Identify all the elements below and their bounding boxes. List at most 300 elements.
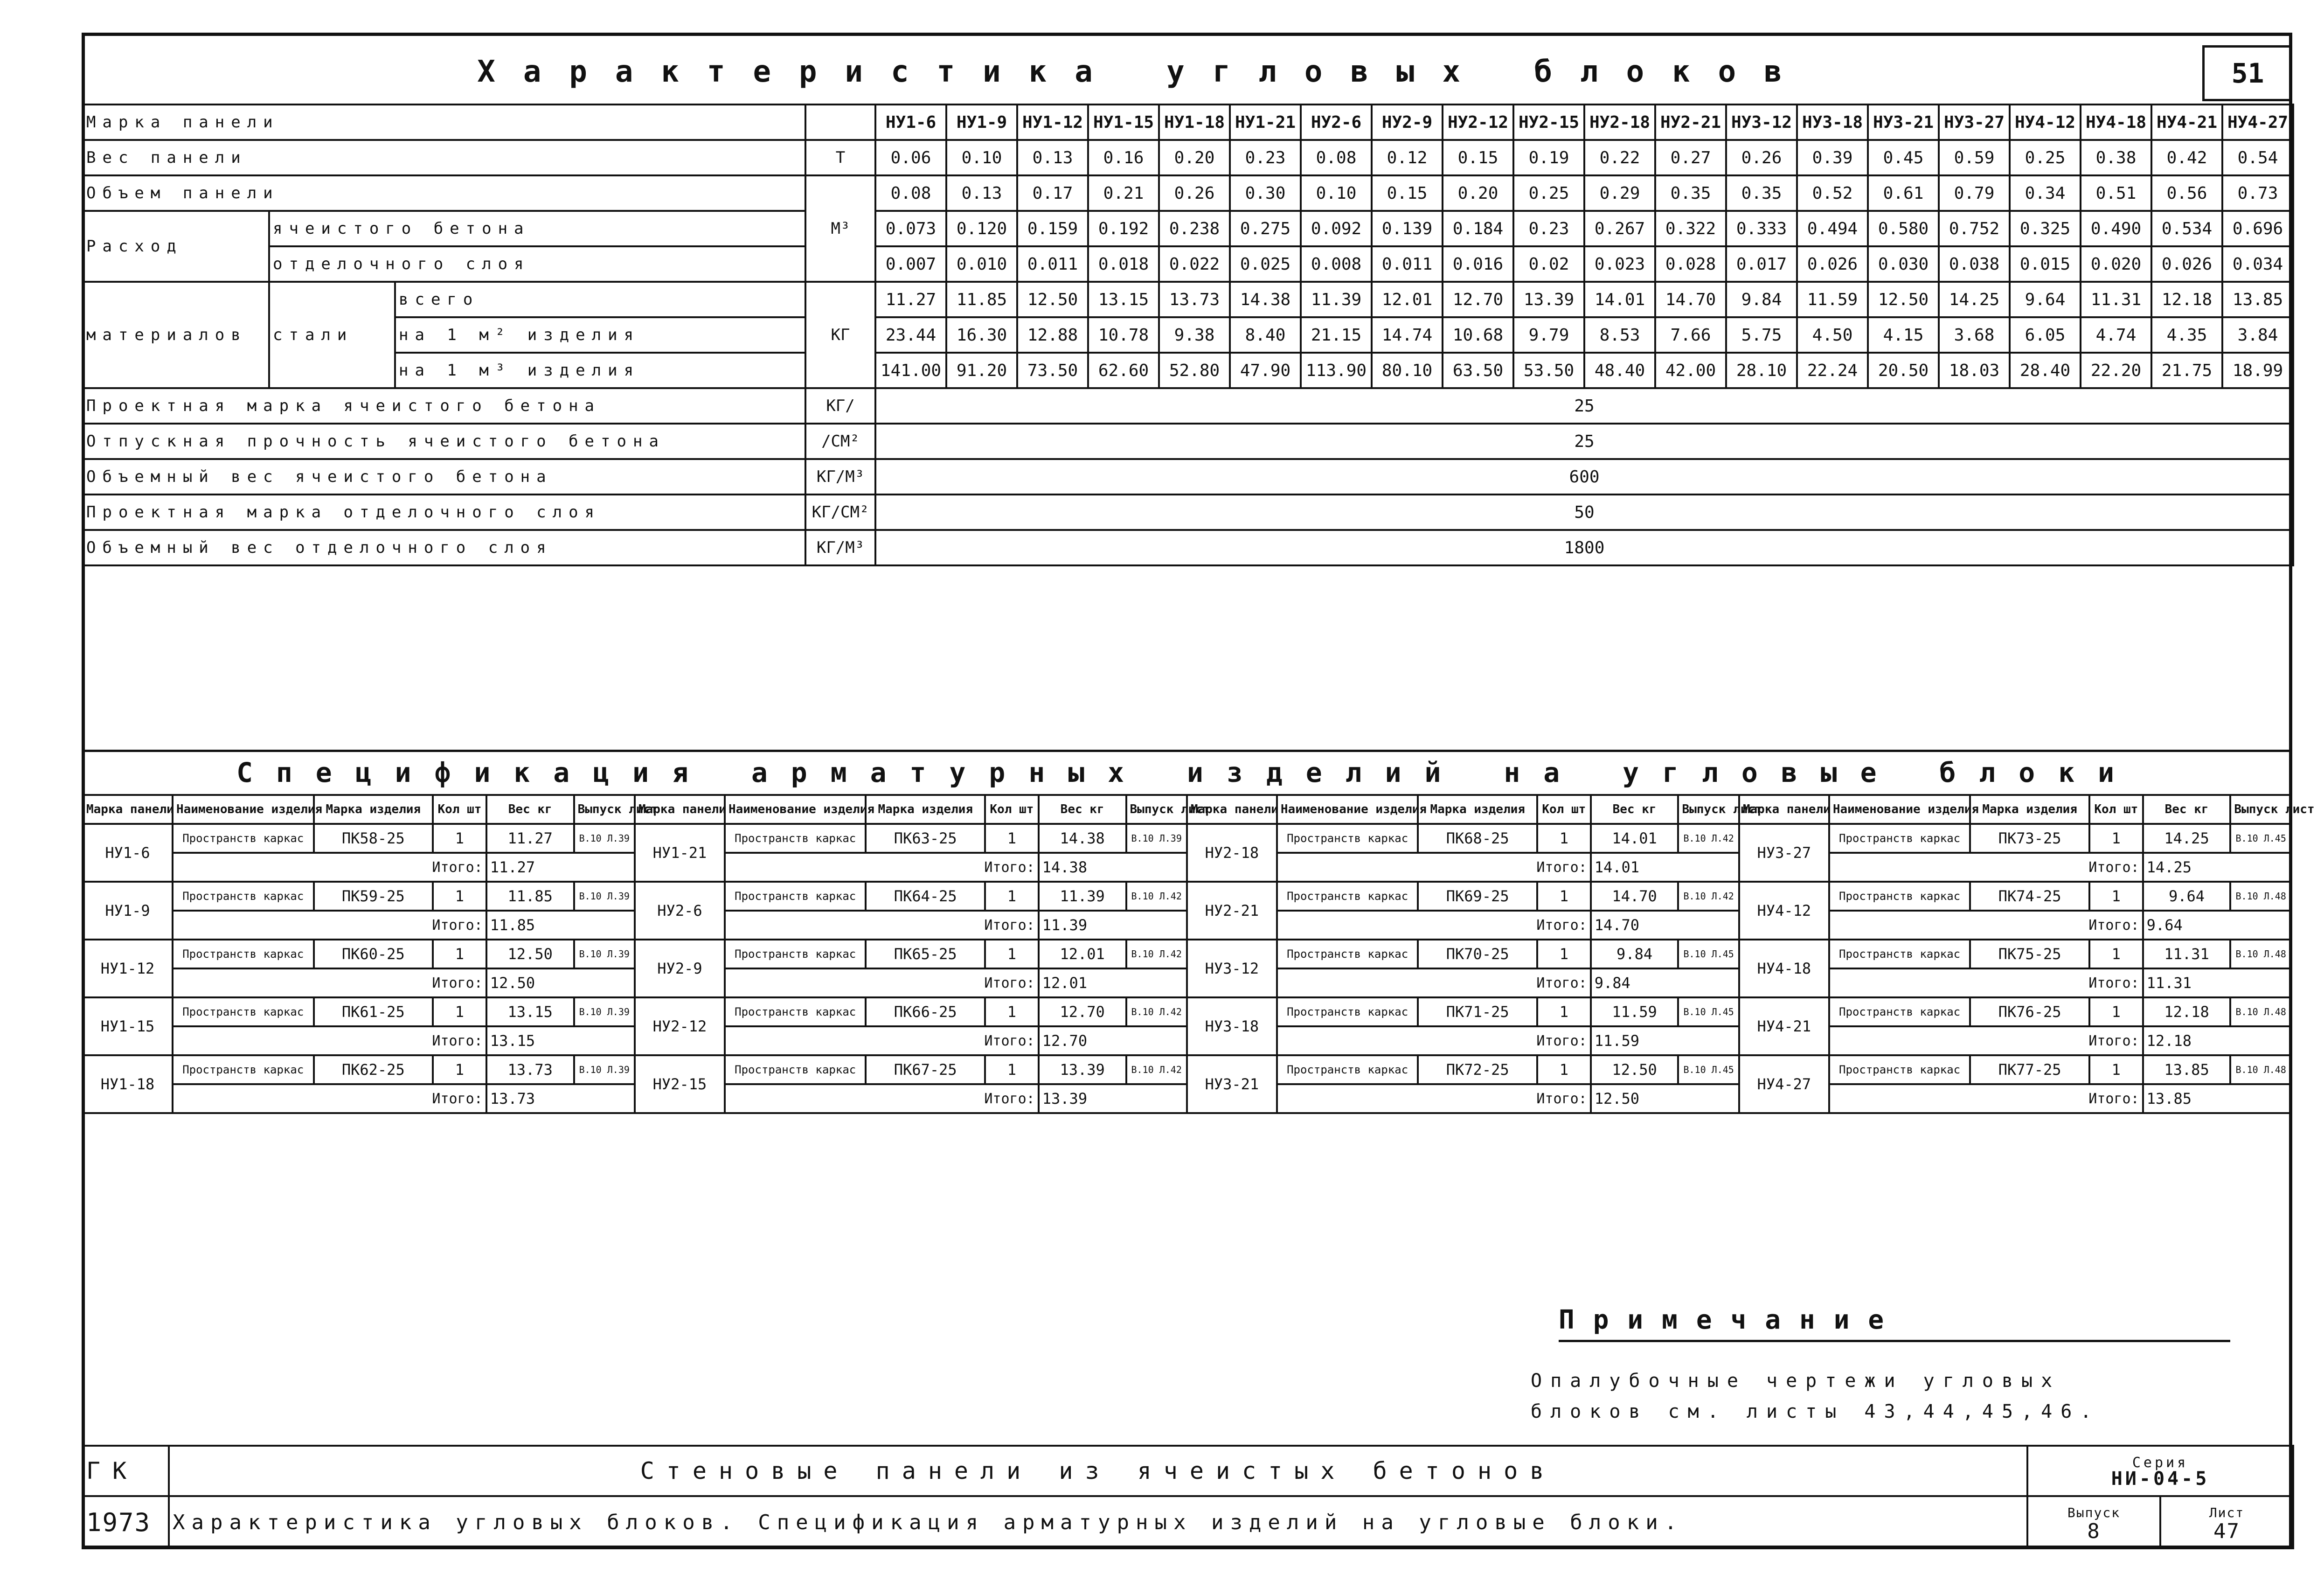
spec-item-mark: ПК64-25 [866,882,985,911]
value-volume: 0.10 [1301,175,1372,211]
value-finishing: 0.028 [1655,246,1726,282]
value-steel-total: 12.50 [1868,282,1939,317]
issue-label: Выпуск [2067,1505,2121,1520]
series-box [2027,1446,2293,1496]
value-steel-total: 13.73 [1159,282,1230,317]
spec-panel-mark: НУ2-18 [1187,824,1277,882]
spec-item-mark: ПК66-25 [866,997,985,1026]
value-steel-m3: 73.50 [1017,353,1088,388]
value-cellular: 0.490 [2081,211,2151,246]
value-steel-m2: 4.74 [2081,317,2151,353]
value-weight: 0.19 [1513,140,1584,175]
spec-weight: 12.18 [2143,997,2231,1026]
value-volume: 0.35 [1726,175,1797,211]
spec-header-weight: Вес кг [486,795,574,824]
value-finishing: 0.023 [1584,246,1655,282]
row-weight-label: Вес панели [83,140,805,175]
title-block-main-title: Стеновые панели из ячеистых бетонов [169,1446,2027,1496]
spec-item-name: Пространств каркас [1277,824,1418,853]
value-cellular: 0.238 [1159,211,1230,246]
panel-mark-header: НУ4-27 [2222,104,2293,140]
panel-mark-header: НУ1-18 [1159,104,1230,140]
spec-qty: 1 [985,1055,1039,1084]
value-weight: 0.54 [2222,140,2293,175]
spec-qty: 1 [985,997,1039,1026]
value-steel-m2: 7.66 [1655,317,1726,353]
extra-row-0-label: Проектная марка ячеистого бетона [83,388,805,424]
value-weight: 0.26 [1726,140,1797,175]
row-weight-unit: Т [805,140,875,175]
value-weight: 0.12 [1372,140,1443,175]
panel-mark-header: НУ2-21 [1655,104,1726,140]
value-weight: 0.06 [875,140,946,175]
spec-weight: 11.27 [486,824,574,853]
extra-row-3-value: 50 [875,494,2293,530]
value-weight: 0.38 [2081,140,2151,175]
title-specification: Спецификация арматурных изделий на угловые блоки [236,757,2138,788]
spec-header-weight: Вес кг [2143,795,2231,824]
spec-ref: В.10 Л.45 [2230,824,2291,853]
note-line-1: Опалубочные чертежи угловых [1531,1370,2061,1392]
spec-panel-mark: НУ1-15 [83,997,173,1055]
spec-itogo-value: 14.25 [2143,853,2291,882]
title-characteristics: Характеристика угловых блоков [477,55,1810,89]
value-cellular: 0.092 [1301,211,1372,246]
issue-box [2027,1496,2160,1548]
page-number [2202,45,2291,101]
spec-item-mark: ПК59-25 [314,882,433,911]
value-volume: 0.35 [1655,175,1726,211]
value-steel-m3: 63.50 [1443,353,1513,388]
spec-itogo-value: 9.84 [1591,968,1739,997]
spec-item-name: Пространств каркас [1277,882,1418,911]
spec-ref: В.10 Л.45 [1678,1055,1739,1084]
value-cellular: 0.494 [1797,211,1868,246]
value-cellular: 0.184 [1443,211,1513,246]
sheet-box [2160,1496,2293,1548]
spec-item-name: Пространств каркас [1277,940,1418,968]
spec-panel-mark: НУ2-21 [1187,882,1277,940]
page-number-text: 51 [2231,57,2264,89]
spec-header-name: Наименование изделия [1277,795,1418,824]
value-steel-m3: 53.50 [1513,353,1584,388]
spec-ref: В.10 Л.48 [2230,882,2291,911]
spec-qty: 1 [1537,1055,1591,1084]
title-block-year: 1973 [83,1496,169,1548]
spec-item-mark: ПК76-25 [1970,997,2089,1026]
spec-itogo-value: 11.27 [486,853,635,882]
spec-panel-mark: НУ4-27 [1739,1055,1829,1113]
value-cellular: 0.120 [946,211,1017,246]
spec-itogo-value: 14.70 [1591,911,1739,940]
spec-qty: 1 [2089,997,2143,1026]
spec-item-mark: ПК58-25 [314,824,433,853]
value-steel-total: 13.39 [1513,282,1584,317]
drawing-sheet [82,33,2315,1549]
panel-mark-header: НУ4-12 [2010,104,2081,140]
value-volume: 0.20 [1443,175,1513,211]
value-weight: 0.42 [2151,140,2222,175]
value-cellular: 0.23 [1513,211,1584,246]
spec-itogo-value: 13.85 [2143,1084,2291,1113]
spec-item-name: Пространств каркас [1829,1055,1970,1084]
value-steel-total: 12.50 [1017,282,1088,317]
extra-row-0-unit: КГ/ [805,388,875,424]
value-finishing: 0.030 [1868,246,1939,282]
spec-weight: 13.39 [1039,1055,1126,1084]
spec-itogo-value: 14.01 [1591,853,1739,882]
spec-header-name: Наименование изделия [725,795,866,824]
value-cellular: 0.752 [1939,211,2010,246]
value-steel-total: 13.85 [2222,282,2293,317]
spec-weight: 14.70 [1591,882,1679,911]
spec-panel-mark: НУ4-18 [1739,940,1829,997]
spec-item-name: Пространств каркас [725,882,866,911]
spec-weight: 11.85 [486,882,574,911]
section-divider [85,750,2289,752]
spec-item-name: Пространств каркас [1829,997,1970,1026]
value-steel-total: 11.85 [946,282,1017,317]
spec-panel-mark: НУ2-6 [635,882,725,940]
spec-header-qty: Кол шт [433,795,486,824]
extra-row-2-label: Объемный вес ячеистого бетона [83,459,805,494]
spec-weight: 14.01 [1591,824,1679,853]
value-steel-total: 12.70 [1443,282,1513,317]
spec-item-name: Пространств каркас [725,940,866,968]
spec-itogo-label: Итого: [1277,1026,1591,1055]
spec-header-item-mark: Марка изделия [1970,795,2089,824]
spec-itogo-label: Итого: [1829,911,2143,940]
sheet-label: Лист [2209,1505,2245,1520]
extra-row-4-unit: КГ/М³ [805,530,875,565]
value-weight: 0.23 [1230,140,1301,175]
panel-mark-header: НУ2-18 [1584,104,1655,140]
value-finishing: 0.022 [1159,246,1230,282]
spec-itogo-value: 12.18 [2143,1026,2291,1055]
spec-itogo-value: 12.50 [486,968,635,997]
value-volume: 0.79 [1939,175,2010,211]
spec-weight: 14.38 [1039,824,1126,853]
panel-mark-header: НУ1-9 [946,104,1017,140]
specification-table [82,794,2315,1114]
value-steel-m2: 23.44 [875,317,946,353]
spec-ref: В.10 Л.42 [1126,882,1187,911]
value-finishing: 0.010 [946,246,1017,282]
spec-itogo-value: 12.50 [1591,1084,1739,1113]
value-steel-total: 9.84 [1726,282,1797,317]
value-volume: 0.34 [2010,175,2081,211]
spec-itogo-value: 11.39 [1039,911,1187,940]
spec-itogo-label: Итого: [1829,1026,2143,1055]
value-cellular: 0.159 [1017,211,1088,246]
spec-header-mark: Марка панели [635,795,725,824]
header-panel-mark: Марка панели [83,104,805,140]
panel-mark-header: НУ3-12 [1726,104,1797,140]
value-steel-m2: 10.68 [1443,317,1513,353]
note-line-2: блоков см. листы 43,44,45,46. [1531,1401,2100,1422]
spec-itogo-value: 11.85 [486,911,635,940]
value-cellular: 0.192 [1088,211,1159,246]
spec-header-ref: Выпуск лист [2230,795,2291,824]
spec-weight: 12.50 [1591,1055,1679,1084]
spec-header-ref: Выпуск лист [574,795,635,824]
value-weight: 0.10 [946,140,1017,175]
value-steel-m3: 52.80 [1159,353,1230,388]
spec-weight: 11.31 [2143,940,2231,968]
spec-header-qty: Кол шт [1537,795,1591,824]
extra-row-4-label: Объемный вес отделочного слоя [83,530,805,565]
series-label: Серия [2132,1455,2189,1471]
materialov-label: материалов [83,282,269,388]
spec-qty: 1 [2089,824,2143,853]
spec-itogo-value: 13.73 [486,1084,635,1113]
spec-ref: В.10 Л.48 [2230,1055,2291,1084]
spec-ref: В.10 Л.45 [1678,940,1739,968]
value-steel-m3: 28.10 [1726,353,1797,388]
spec-item-mark: ПК69-25 [1418,882,1537,911]
value-volume: 0.61 [1868,175,1939,211]
value-steel-total: 12.18 [2151,282,2222,317]
spec-item-name: Пространств каркас [173,997,314,1026]
spec-header-weight: Вес кг [1591,795,1679,824]
value-steel-m3: 42.00 [1655,353,1726,388]
spec-panel-mark: НУ1-6 [83,824,173,882]
value-steel-m2: 9.38 [1159,317,1230,353]
spec-qty: 1 [985,882,1039,911]
title-block-subtitle: Характеристика угловых блоков. Спецификация арматурных изделий на угловые блоки. [169,1496,2027,1548]
panel-mark-header: НУ3-18 [1797,104,1868,140]
spec-ref: В.10 Л.39 [574,997,635,1026]
spec-qty: 1 [2089,940,2143,968]
value-volume: 0.56 [2151,175,2222,211]
value-steel-m2: 4.35 [2151,317,2222,353]
spec-itogo-label: Итого: [1277,968,1591,997]
spec-ref: В.10 Л.42 [1126,997,1187,1026]
value-steel-m2: 8.40 [1230,317,1301,353]
value-steel-total: 11.39 [1301,282,1372,317]
spec-qty: 1 [433,1055,486,1084]
issue-value: 8 [2087,1519,2101,1543]
spec-qty: 1 [985,824,1039,853]
spec-itogo-label: Итого: [173,1026,486,1055]
value-volume: 0.17 [1017,175,1088,211]
value-volume: 0.51 [2081,175,2151,211]
spec-item-name: Пространств каркас [173,940,314,968]
spec-panel-mark: НУ3-21 [1187,1055,1277,1113]
spec-itogo-value: 12.70 [1039,1026,1187,1055]
value-volume: 0.52 [1797,175,1868,211]
value-steel-m3: 141.00 [875,353,946,388]
spec-itogo-label: Итого: [173,1084,486,1113]
value-weight: 0.08 [1301,140,1372,175]
value-finishing: 0.007 [875,246,946,282]
value-cellular: 0.325 [2010,211,2081,246]
extra-row-1-label: Отпускная прочность ячеистого бетона [83,424,805,459]
spec-qty: 1 [433,997,486,1026]
spec-itogo-label: Итого: [725,968,1039,997]
note [1531,1305,2230,1427]
value-steel-m3: 91.20 [946,353,1017,388]
spec-ref: В.10 Л.45 [1678,997,1739,1026]
value-cellular: 0.139 [1372,211,1443,246]
spec-item-mark: ПК75-25 [1970,940,2089,968]
spec-panel-mark: НУ1-18 [83,1055,173,1113]
spec-item-name: Пространств каркас [1829,824,1970,853]
spec-itogo-label: Итого: [173,853,486,882]
row-steel-total-label: всего [395,282,805,317]
spec-ref: В.10 Л.39 [574,940,635,968]
spec-item-name: Пространств каркас [1829,882,1970,911]
unit-m3: М³ [805,175,875,282]
value-finishing: 0.008 [1301,246,1372,282]
extra-row-3-unit: КГ/СМ² [805,494,875,530]
spec-item-mark: ПК63-25 [866,824,985,853]
spec-weight: 12.01 [1039,940,1126,968]
characteristics-table [82,104,2294,566]
spec-ref: В.10 Л.39 [574,1055,635,1084]
spec-itogo-value: 13.39 [1039,1084,1187,1113]
spec-itogo-value: 14.38 [1039,853,1187,882]
spec-item-mark: ПК73-25 [1970,824,2089,853]
spec-header-qty: Кол шт [985,795,1039,824]
spec-qty: 1 [433,824,486,853]
spec-ref: В.10 Л.42 [1678,824,1739,853]
panel-mark-header: НУ4-21 [2151,104,2222,140]
value-steel-total: 11.27 [875,282,946,317]
row-volume-label: Объем панели [83,175,805,211]
value-steel-total: 11.31 [2081,282,2151,317]
value-finishing: 0.026 [2151,246,2222,282]
spec-panel-mark: НУ4-12 [1739,882,1829,940]
panel-mark-header: НУ1-6 [875,104,946,140]
spec-item-name: Пространств каркас [1829,940,1970,968]
spec-itogo-label: Итого: [725,1026,1039,1055]
spec-header-item-mark: Марка изделия [866,795,985,824]
value-steel-m3: 80.10 [1372,353,1443,388]
panel-mark-header: НУ4-18 [2081,104,2151,140]
spec-panel-mark: НУ2-12 [635,997,725,1055]
value-steel-m3: 113.90 [1301,353,1372,388]
spec-panel-mark: НУ1-21 [635,824,725,882]
value-weight: 0.27 [1655,140,1726,175]
spec-qty: 1 [433,940,486,968]
steel-label: стали [269,282,395,388]
value-finishing: 0.02 [1513,246,1584,282]
value-cellular: 0.267 [1584,211,1655,246]
spec-panel-mark: НУ4-21 [1739,997,1829,1055]
spec-qty: 1 [2089,882,2143,911]
spec-header-name: Наименование изделия [173,795,314,824]
spec-item-mark: ПК60-25 [314,940,433,968]
value-cellular: 0.580 [1868,211,1939,246]
value-cellular: 0.073 [875,211,946,246]
spec-itogo-value: 11.31 [2143,968,2291,997]
spec-ref: В.10 Л.39 [574,824,635,853]
panel-mark-header: НУ3-27 [1939,104,2010,140]
value-finishing: 0.015 [2010,246,2081,282]
spec-header-ref: Выпуск лист [1126,795,1187,824]
value-finishing: 0.026 [1797,246,1868,282]
value-steel-total: 11.59 [1797,282,1868,317]
spec-itogo-label: Итого: [725,911,1039,940]
value-steel-m2: 3.68 [1939,317,2010,353]
spec-item-mark: ПК67-25 [866,1055,985,1084]
value-steel-m2: 4.15 [1868,317,1939,353]
spec-ref: В.10 Л.42 [1678,882,1739,911]
value-weight: 0.20 [1159,140,1230,175]
value-weight: 0.15 [1443,140,1513,175]
spec-item-mark: ПК68-25 [1418,824,1537,853]
spec-panel-mark: НУ2-9 [635,940,725,997]
spec-weight: 14.25 [2143,824,2231,853]
value-steel-m2: 3.84 [2222,317,2293,353]
spec-itogo-label: Итого: [1829,853,2143,882]
spec-ref: В.10 Л.39 [1126,824,1187,853]
spec-itogo-label: Итого: [1277,1084,1591,1113]
spec-itogo-label: Итого: [173,968,486,997]
value-cellular: 0.696 [2222,211,2293,246]
spec-itogo-label: Итого: [725,1084,1039,1113]
value-steel-total: 14.70 [1655,282,1726,317]
spec-panel-mark: НУ1-12 [83,940,173,997]
spec-weight: 9.84 [1591,940,1679,968]
value-steel-total: 14.38 [1230,282,1301,317]
title-block-gk: ГК [83,1446,169,1496]
spec-weight: 12.50 [486,940,574,968]
spec-header-weight: Вес кг [1039,795,1126,824]
spec-qty: 1 [1537,882,1591,911]
value-finishing: 0.034 [2222,246,2293,282]
spec-item-name: Пространств каркас [1277,997,1418,1026]
spec-header-mark: Марка панели [1739,795,1829,824]
value-weight: 0.16 [1088,140,1159,175]
row-steel-m3-label: на 1 м³ изделия [395,353,805,388]
spec-weight: 13.73 [486,1055,574,1084]
value-steel-m2: 8.53 [1584,317,1655,353]
panel-mark-header: НУ3-21 [1868,104,1939,140]
value-steel-m3: 18.99 [2222,353,2293,388]
value-steel-m3: 62.60 [1088,353,1159,388]
spec-weight: 11.39 [1039,882,1126,911]
value-finishing: 0.011 [1017,246,1088,282]
spec-item-mark: ПК77-25 [1970,1055,2089,1084]
spec-item-mark: ПК70-25 [1418,940,1537,968]
extra-row-1-unit: /СМ² [805,424,875,459]
value-finishing: 0.020 [2081,246,2151,282]
value-steel-m3: 47.90 [1230,353,1301,388]
panel-mark-header: НУ1-12 [1017,104,1088,140]
spec-weight: 12.70 [1039,997,1126,1026]
value-steel-m2: 16.30 [946,317,1017,353]
value-cellular: 0.333 [1726,211,1797,246]
value-cellular: 0.534 [2151,211,2222,246]
spec-weight: 13.15 [486,997,574,1026]
value-steel-m3: 48.40 [1584,353,1655,388]
spec-qty: 1 [1537,997,1591,1026]
series-value: НИ-04-5 [2111,1468,2210,1490]
spec-header-qty: Кол шт [2089,795,2143,824]
panel-mark-header: НУ2-12 [1443,104,1513,140]
spec-item-name: Пространств каркас [725,1055,866,1084]
spec-header-mark: Марка панели [83,795,173,824]
row-cellular-label: ячеистого бетона [269,211,805,246]
value-weight: 0.22 [1584,140,1655,175]
sheet-value: 47 [2213,1519,2240,1543]
spec-itogo-label: Итого: [1277,911,1591,940]
panel-mark-header: НУ2-15 [1513,104,1584,140]
row-finishing-label: отделочного слоя [269,246,805,282]
spec-weight: 13.85 [2143,1055,2231,1084]
